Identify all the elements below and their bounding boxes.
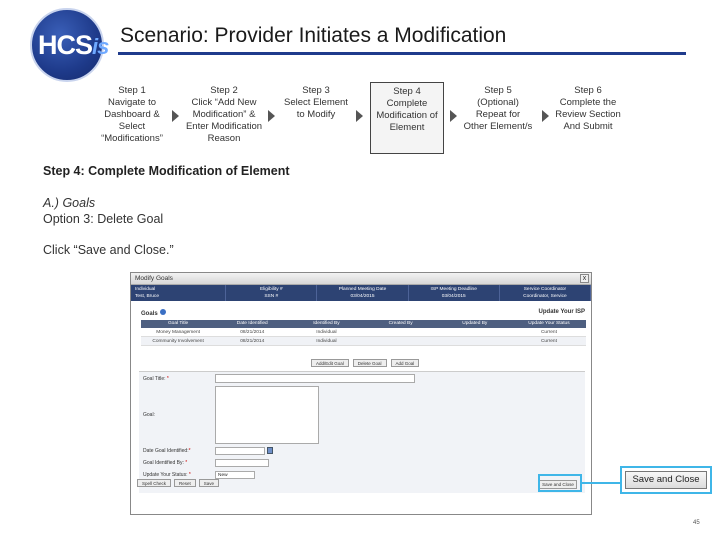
add-edit-goal-button[interactable]: Add/Edit Goal <box>311 359 349 367</box>
title-divider <box>118 52 686 55</box>
step-5: Step 5 (Optional) Repeat for Other Element/s <box>463 85 533 132</box>
page-number: 45 <box>693 520 700 526</box>
step-3: Step 3 Select Element to Modify <box>284 85 348 120</box>
info-coordinator: Service Coordinator Coordinator, Service <box>500 285 591 301</box>
arrow-icon <box>542 110 549 122</box>
highlight-box-zoom <box>620 466 712 494</box>
save-and-close-button[interactable]: Save and Close <box>625 471 707 489</box>
info-planned-date: Planned Meeting Date 03/04/2015 <box>317 285 408 301</box>
individual-info-bar <box>131 285 591 301</box>
modify-goals-window <box>130 272 592 515</box>
date-identified-label: Date Goal Identified:* <box>143 448 191 454</box>
info-eligibility: Eligibility # SSN # <box>226 285 317 301</box>
goal-table-buttons <box>311 359 419 367</box>
goal-title-input[interactable] <box>215 374 415 383</box>
arrow-icon <box>268 110 275 122</box>
goal-label: Goal: <box>143 412 155 418</box>
table-row[interactable]: Money Management 08/21/2014 Individual Current <box>141 328 586 337</box>
step-1: Step 1 Navigate to Dashboard & Select “Modifications” <box>101 85 163 144</box>
goals-header: Goals Update Your ISP <box>141 309 585 317</box>
reset-button[interactable]: Reset <box>174 479 196 487</box>
goals-table <box>141 320 586 346</box>
close-icon[interactable]: x <box>580 274 589 283</box>
logo-text: HCSis <box>38 30 109 60</box>
arrow-icon <box>172 110 179 122</box>
info-deadline: ISP Meeting Deadline 03/04/2015 <box>409 285 500 301</box>
hcsis-logo <box>30 8 109 82</box>
calendar-icon[interactable] <box>267 447 273 454</box>
spell-check-button[interactable]: Spell Check <box>137 479 171 487</box>
table-row[interactable]: Community Involvement 08/21/2014 Individual Current <box>141 337 586 346</box>
instruction-text: Click “Save and Close.” <box>43 243 174 257</box>
window-titlebar: Modify Goals x <box>131 273 591 285</box>
step-2: Step 2 Click “Add New Modification” & Enter Modification Reason <box>185 85 263 144</box>
option-label: Option 3: Delete Goal <box>43 212 164 226</box>
date-identified-input[interactable] <box>215 447 265 455</box>
callout-connector <box>582 482 622 484</box>
identified-by-label: Goal Identified By: * <box>143 460 188 466</box>
goals-table-header: Goal Title Date Identified Identified By Created By Updated By Update Your Status <box>141 320 586 328</box>
save-button[interactable]: Save <box>199 479 219 487</box>
section-label: A.) Goals <box>43 196 96 210</box>
step-heading: Step 4: Complete Modification of Element <box>43 164 290 178</box>
delete-goal-button[interactable]: Delete Goal <box>353 359 387 367</box>
info-individual: Individual Test, Bruce <box>131 285 226 301</box>
form-buttons <box>137 479 219 487</box>
arrow-icon <box>450 110 457 122</box>
goal-title-label: Goal Title: * <box>143 376 169 382</box>
save-and-close-button-small[interactable]: Save and Close <box>539 480 577 489</box>
goal-textarea[interactable] <box>215 386 319 444</box>
arrow-icon <box>356 110 363 122</box>
step-4-active: Step 4 Complete Modification of Element <box>370 82 444 154</box>
add-goal-button[interactable]: Add Goal <box>391 359 420 367</box>
highlight-box <box>538 474 582 492</box>
update-isp-label: Update Your ISP <box>538 309 585 315</box>
update-status-label: Update Your Status: * <box>143 472 191 478</box>
identified-by-select[interactable] <box>215 459 269 467</box>
page-title: Scenario: Provider Initiates a Modification <box>120 24 507 47</box>
step-6: Step 6 Complete the Review Section And Submit <box>555 85 621 132</box>
info-icon[interactable] <box>160 309 166 315</box>
goal-form <box>139 371 585 493</box>
step-flow <box>96 82 696 154</box>
update-status-select[interactable]: New <box>215 471 255 479</box>
